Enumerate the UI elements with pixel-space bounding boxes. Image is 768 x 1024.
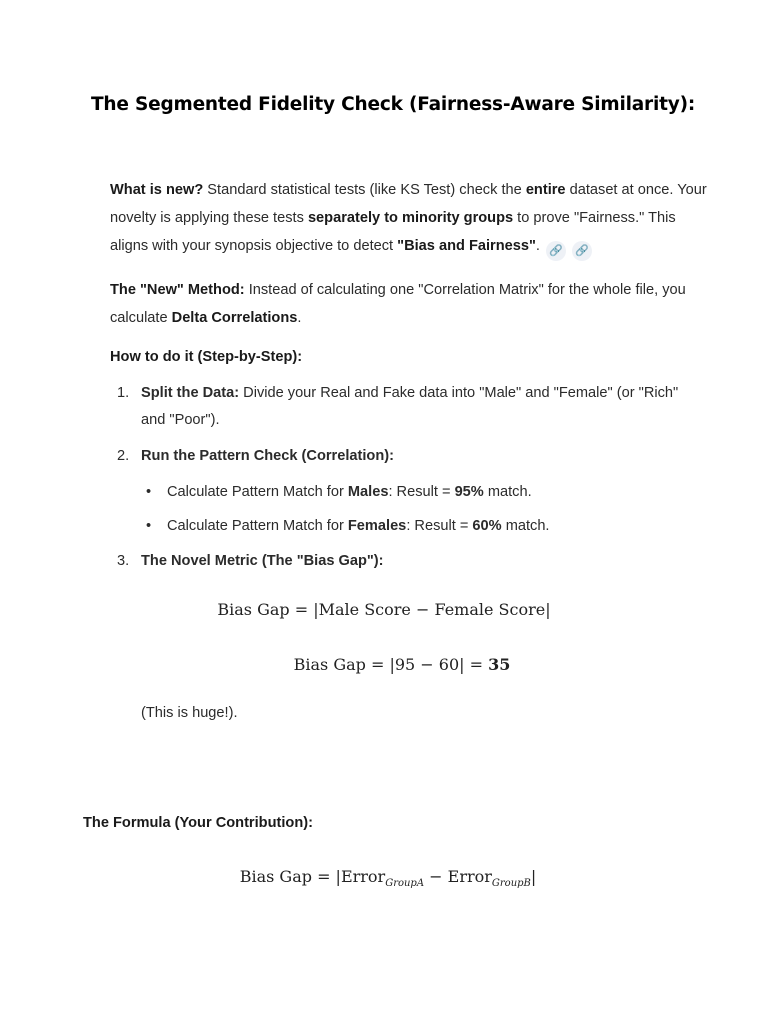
note-text: (This is huge!). — [141, 705, 238, 721]
page-title: The Segmented Fidelity Check (Fairness-Aware Similarity): — [91, 94, 696, 115]
subscript: GroupB — [491, 878, 531, 890]
step-label: The Novel Metric (The "Bias Gap"): — [141, 553, 384, 569]
text-span: match. — [501, 518, 550, 534]
list-number: 1. — [117, 385, 130, 401]
text-span: match. — [483, 484, 532, 500]
how-to-heading — [110, 343, 710, 371]
subscript: GroupA — [385, 878, 425, 890]
bold-span: Males — [347, 484, 389, 500]
what-is-new-label: What is new? — [110, 182, 204, 198]
step-label: Split the Data: — [141, 385, 240, 401]
formula-equation — [0, 867, 768, 889]
text-span: Calculate Pattern Match for — [167, 484, 348, 500]
how-to-heading-text: How to do it (Step-by-Step): — [110, 349, 303, 365]
text-span: Calculate Pattern Match for — [167, 518, 348, 534]
text-span: . — [535, 238, 540, 254]
text-span: to prove "Fairness." This aligns with your synopsis objective to detect — [110, 210, 676, 254]
equation-text: − Error — [424, 867, 492, 886]
link-icon[interactable]: 🔗 — [546, 241, 566, 261]
bias-gap-equation: Bias Gap = |Male Score − Female Score| — [217, 600, 551, 619]
list-number: 3. — [117, 553, 130, 569]
text-span: : Result = — [406, 518, 473, 534]
bullet-dot: • — [146, 518, 152, 534]
text-span: Standard statistical tests (like KS Test) check the — [203, 182, 526, 198]
bold-span: 95% — [454, 484, 484, 500]
what-is-new-paragraph — [110, 176, 710, 261]
equation-text: Bias Gap = |Error — [239, 867, 386, 886]
bold-span: separately to minority groups — [307, 210, 514, 226]
text-span: : Result = — [388, 484, 455, 500]
text-span: Instead of calculating one "Correlation Matrix" for the whole file, you calculate — [110, 282, 686, 326]
new-method-label: The "New" Method: — [110, 282, 245, 298]
link-icon[interactable]: 🔗 — [572, 241, 592, 261]
list-number: 2. — [117, 448, 130, 464]
equation-text: Bias Gap = |95 − 60| = — [293, 655, 489, 674]
new-method-paragraph — [110, 276, 710, 332]
bullet-dot: • — [146, 484, 152, 500]
formula-heading: The Formula (Your Contribution): — [83, 815, 313, 831]
bold-span: 60% — [472, 518, 502, 534]
bold-span: Females — [347, 518, 407, 534]
text-span: dataset at once. Your novelty is applying these tests — [110, 182, 707, 226]
bias-gap-example-equation — [0, 655, 768, 674]
text-span: . — [297, 310, 302, 326]
bold-span: entire — [525, 182, 566, 198]
bold-span: "Bias and Fairness" — [397, 238, 536, 254]
step-label: Run the Pattern Check (Correlation): — [141, 448, 394, 464]
equation-text: | — [530, 867, 537, 886]
equation-result: 35 — [488, 655, 511, 674]
bold-span: Delta Correlations — [171, 310, 298, 326]
step-text: Divide your Real and Fake data into "Male" and "Female" (or "Rich" and "Poor"). — [141, 385, 679, 428]
